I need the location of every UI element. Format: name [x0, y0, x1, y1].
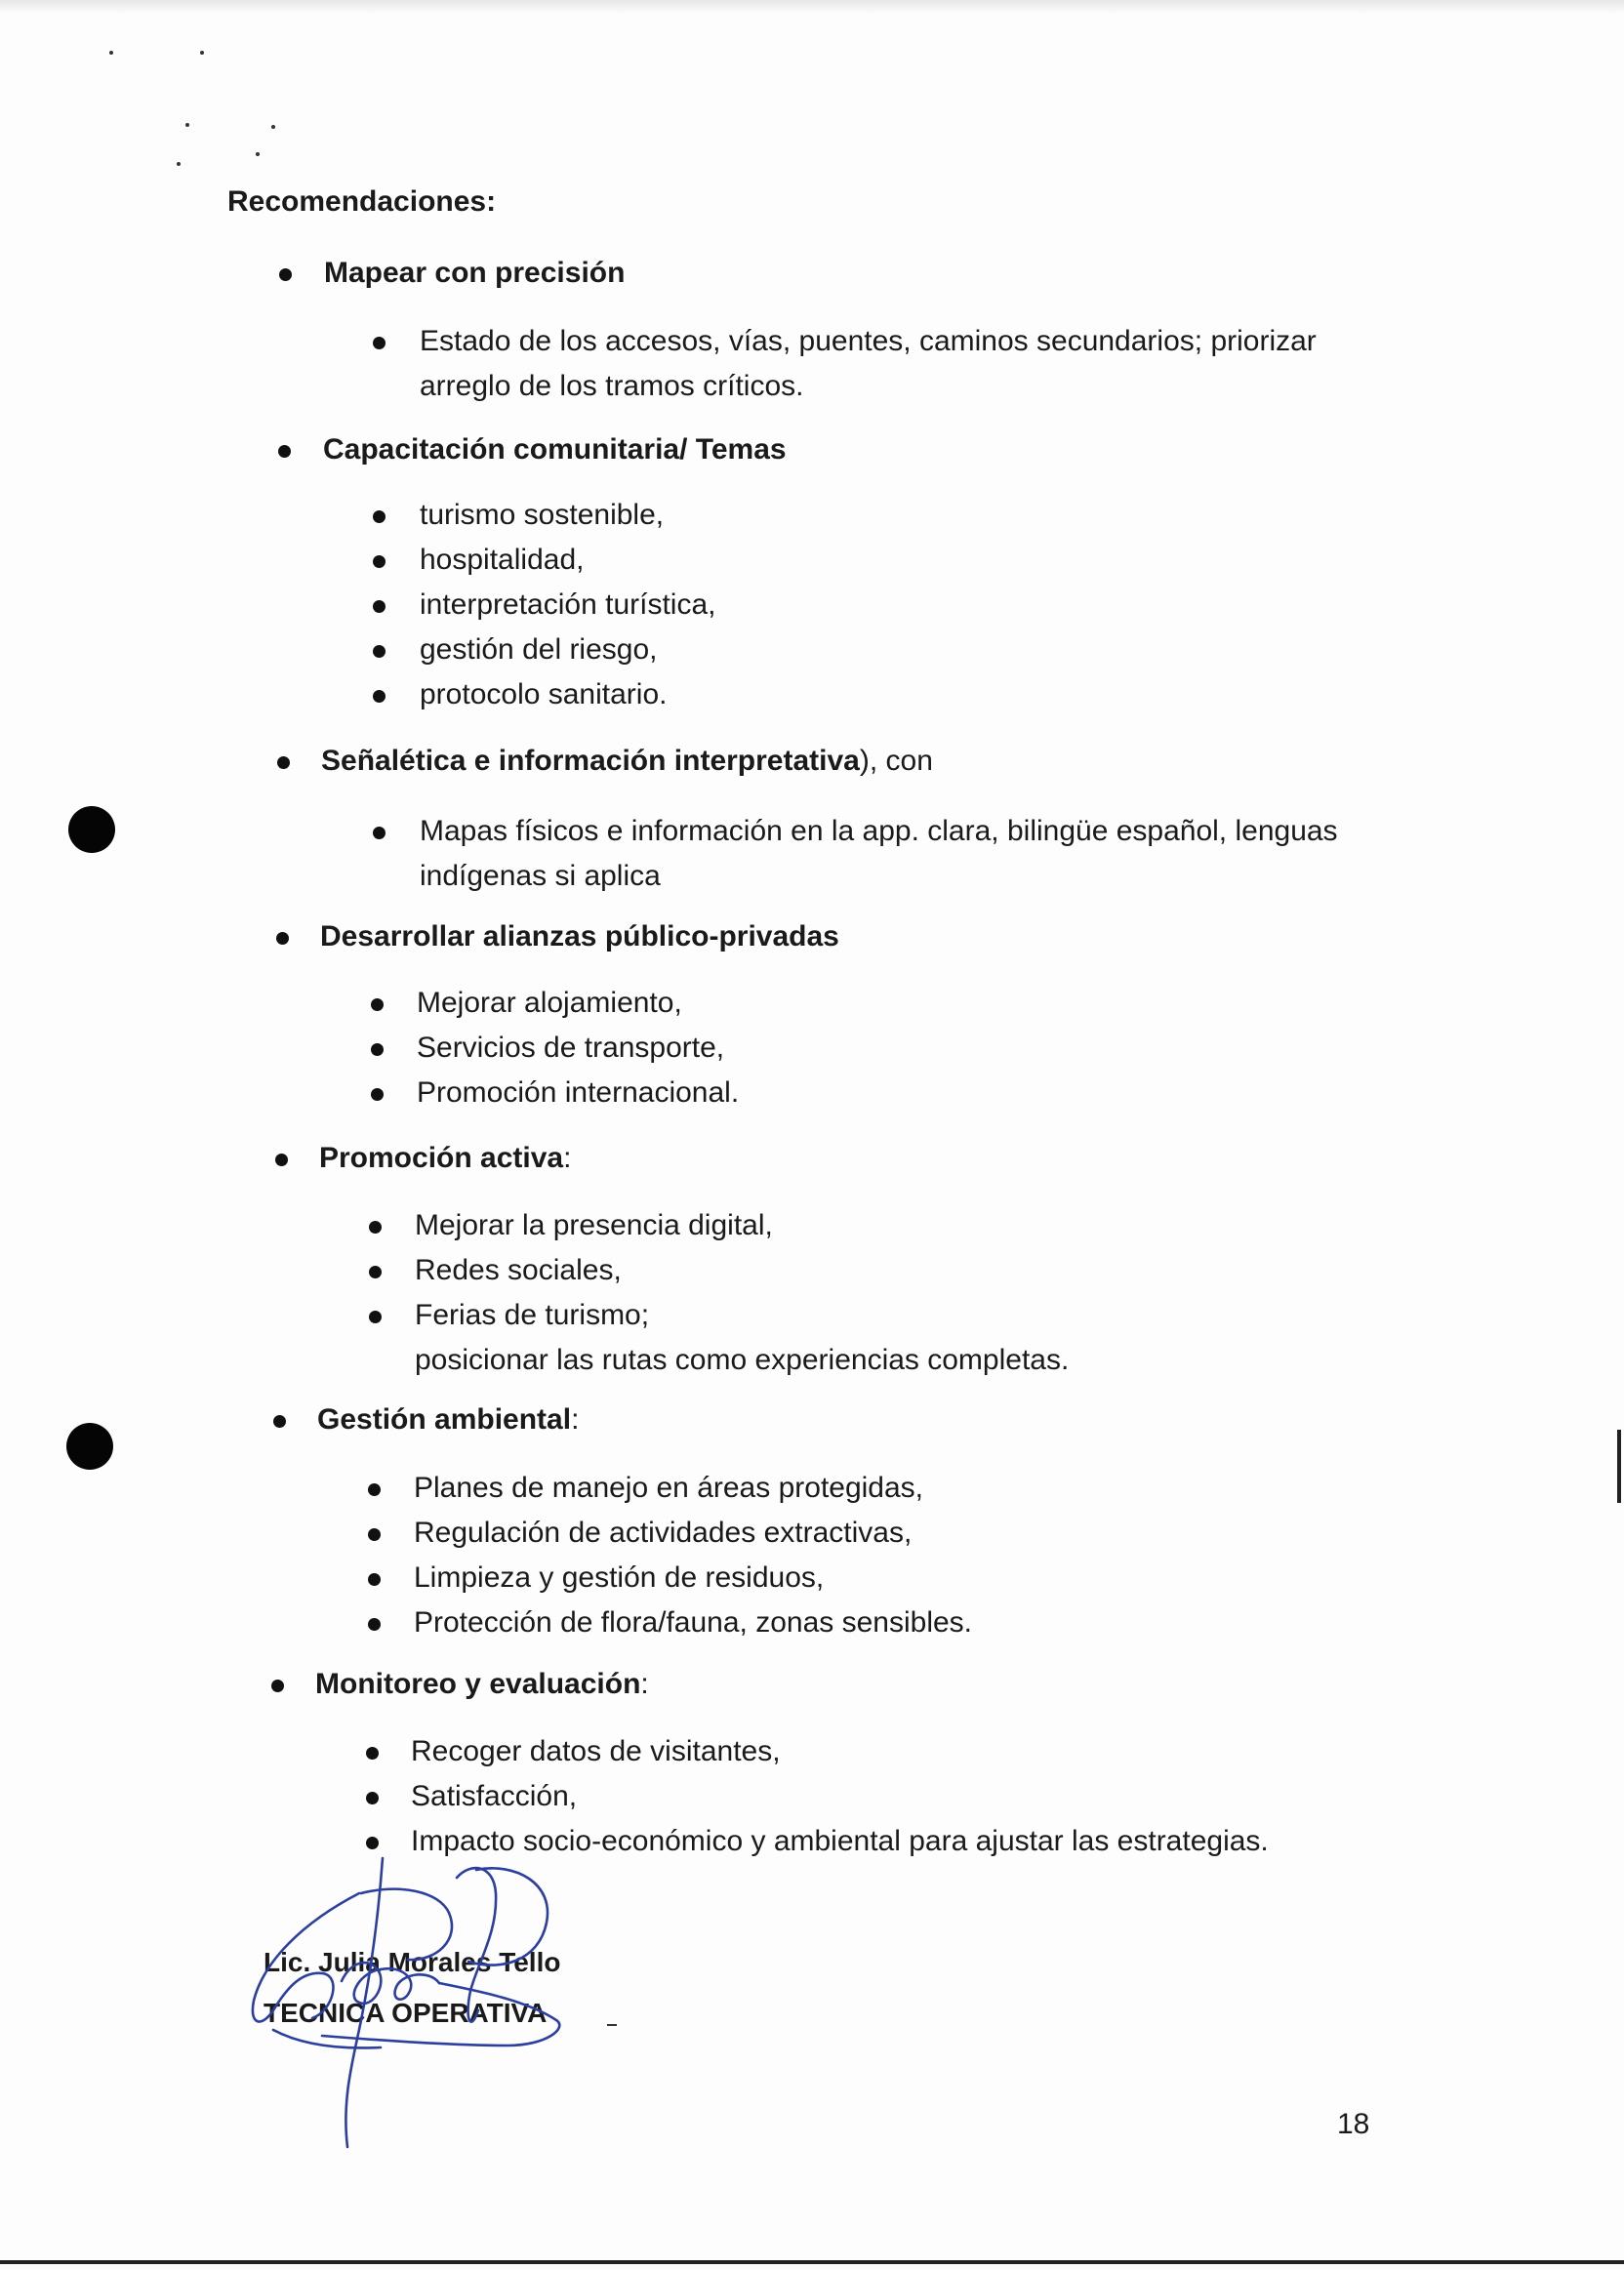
section-title	[317, 1398, 579, 1442]
bullet-icon	[371, 1088, 384, 1101]
list-item	[411, 1819, 1269, 1864]
list-item-text: Planes de manejo en áreas protegidas,	[414, 1472, 924, 1504]
list-item-text: Ferias de turismo;	[415, 1299, 650, 1331]
bullet-icon	[368, 1618, 381, 1631]
signatory-name: Lic. Julia Morales Tello	[264, 1947, 561, 1977]
bullet-icon	[275, 1154, 288, 1166]
bullet-icon	[369, 1221, 382, 1234]
section-title-text: Monitoreo y evaluación	[315, 1668, 641, 1700]
list-item-text: Recoger datos de visitantes,	[411, 1735, 781, 1767]
list-item-text: Redes sociales,	[415, 1254, 622, 1286]
section-title	[315, 1662, 649, 1707]
section-title	[321, 739, 933, 784]
section-title	[323, 427, 787, 472]
bullet-icon	[273, 1415, 286, 1428]
list-item-text: turismo sostenible,	[420, 499, 665, 531]
scan-speck	[256, 152, 260, 156]
bullet-icon	[366, 1837, 379, 1849]
scan-speck	[271, 125, 275, 129]
list-item	[414, 1511, 912, 1556]
list-item-text: Satisfacción,	[411, 1780, 578, 1812]
list-item	[415, 1203, 773, 1248]
bullet-icon	[373, 555, 386, 568]
list-item-text: gestión del riesgo,	[420, 633, 658, 666]
list-item	[420, 628, 658, 672]
scan-bottom-edge	[0, 2260, 1624, 2264]
signature-block	[264, 1937, 560, 2039]
list-item	[420, 672, 667, 717]
list-item	[420, 583, 715, 628]
list-item-continuation: arreglo de los tramos críticos.	[420, 370, 804, 402]
section-title-text: Mapear con precisión	[324, 257, 626, 289]
signatory-role: TECNICA OPERATIVA	[264, 1998, 548, 2028]
list-item	[420, 319, 1317, 409]
list-item	[414, 1556, 824, 1600]
bullet-icon	[373, 600, 386, 613]
list-item	[414, 1600, 972, 1645]
bullet-icon	[369, 1311, 382, 1323]
list-item-text: Mejorar la presencia digital,	[415, 1209, 773, 1241]
section-title-suffix: :	[571, 1403, 580, 1436]
section-title-text: Promoción activa	[319, 1142, 564, 1174]
page-heading: Recomendaciones:	[227, 185, 497, 218]
section-title-suffix: :	[563, 1142, 572, 1174]
list-item-text: Protección de flora/fauna, zonas sensibles.	[414, 1606, 973, 1639]
bullet-icon	[366, 1792, 379, 1804]
scan-speck	[177, 162, 181, 166]
list-item-text: interpretación turística,	[420, 588, 716, 621]
bullet-icon	[271, 1680, 284, 1692]
section-title	[324, 251, 625, 296]
list-item-continuation: indígenas si aplica	[420, 860, 661, 892]
section-title-suffix: :	[640, 1668, 649, 1700]
section-title-text: Gestión ambiental	[317, 1403, 572, 1436]
list-item	[415, 1293, 1069, 1383]
list-item-continuation: posicionar las rutas como experiencias completas.	[415, 1344, 1070, 1376]
bullet-icon	[373, 645, 386, 658]
list-item-text: Estado de los accesos, vías, puentes, caminos secundarios; priorizar	[420, 325, 1317, 357]
list-item	[417, 1071, 739, 1115]
section-title	[319, 1136, 571, 1181]
list-item	[420, 538, 584, 583]
bullet-icon	[371, 1043, 384, 1056]
section-title-suffix: ), con	[859, 745, 933, 777]
list-item-text: Mapas físicos e información en la app. clara, bilingüe español, lenguas	[420, 815, 1338, 847]
scan-speck	[109, 51, 113, 55]
list-item	[414, 1466, 923, 1511]
list-item	[415, 1248, 622, 1293]
list-item	[411, 1774, 577, 1819]
list-item-text: protocolo sanitario.	[420, 678, 668, 710]
bullet-icon	[369, 1266, 382, 1278]
list-item-text: Limpieza y gestión de residuos,	[414, 1561, 825, 1594]
bullet-icon	[368, 1573, 381, 1586]
list-item-text: Mejorar alojamiento,	[417, 987, 682, 1019]
scan-top-shadow	[0, 0, 1624, 14]
bullet-icon	[373, 690, 386, 703]
bullet-icon	[279, 268, 292, 281]
list-item	[420, 809, 1338, 899]
bullet-icon	[276, 932, 289, 945]
section-title-text: Señalética e información interpretativa	[321, 745, 860, 777]
section-title	[320, 914, 839, 959]
list-item-text: hospitalidad,	[420, 544, 585, 576]
page-number: 18	[1337, 2108, 1370, 2140]
bullet-icon	[366, 1747, 379, 1760]
bullet-icon	[277, 756, 290, 769]
scan-edge-mark	[1617, 1430, 1621, 1503]
list-item	[411, 1729, 781, 1774]
list-item-text: Promoción internacional.	[417, 1076, 740, 1109]
list-item	[420, 493, 664, 538]
list-item-text: Servicios de transporte,	[417, 1032, 725, 1064]
punch-hole	[66, 1423, 113, 1470]
bullet-icon	[368, 1528, 381, 1541]
scan-speck	[185, 123, 189, 127]
bullet-icon	[373, 827, 386, 839]
list-item	[417, 1026, 724, 1071]
section-title-text: Capacitación comunitaria/ Temas	[323, 433, 787, 466]
bullet-icon	[368, 1483, 381, 1496]
bullet-icon	[373, 337, 386, 349]
bullet-icon	[278, 445, 291, 458]
list-item-text: Regulación de actividades extractivas,	[414, 1517, 913, 1549]
list-item	[417, 981, 682, 1026]
bullet-icon	[371, 998, 384, 1011]
dash-mark	[607, 2024, 617, 2026]
punch-hole	[68, 806, 115, 853]
bullet-icon	[373, 510, 386, 523]
scan-speck	[200, 51, 204, 55]
section-title-text: Desarrollar alianzas público-privadas	[320, 920, 839, 952]
list-item-text: Impacto socio-económico y ambiental para ajustar las estrategias.	[411, 1825, 1269, 1857]
